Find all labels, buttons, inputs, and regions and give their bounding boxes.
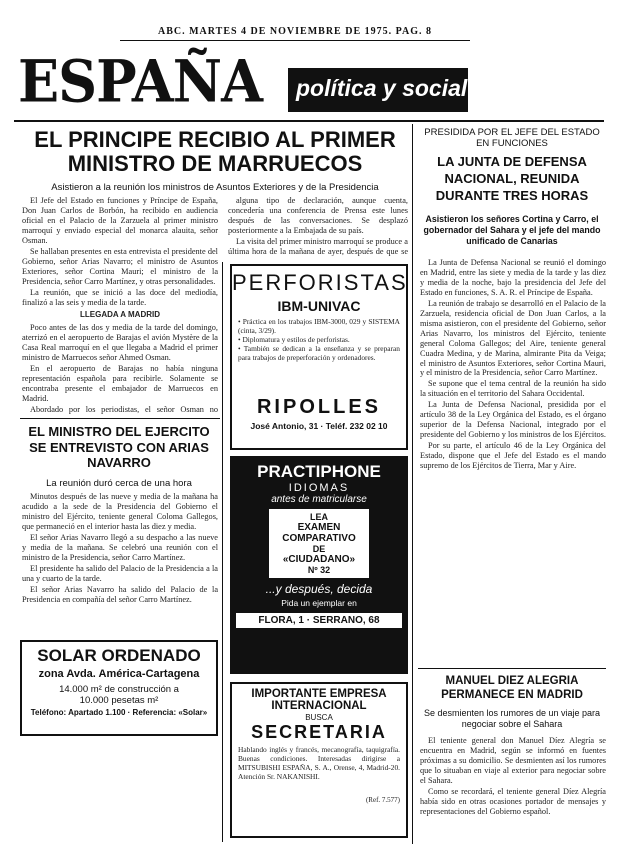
story-rule <box>418 668 606 669</box>
page-header: ABC. MARTES 4 DE NOVIEMBRE DE 1975. PAG. 8 <box>158 26 432 37</box>
ad-brand: RIPOLLES <box>256 396 381 418</box>
ad-title: INTERNACIONAL <box>271 700 367 712</box>
paragraph: La reunión de trabajo se desarrolló en el Palacio de la Zarzuela, residencia oficial de Don Juan Carlos, a la misma asistieron, con el presidente del Gobierno, señor Arias Navarro, los ministros del Ejército, teniente general Coloma Gallegos; del Aire, teniente general Cuadra Medina, y de Marina, almirante Pita da Veiga; el ministro de Asuntos Exteriores, señor Cortina Mauri, y el ministro de la Presidencia, señor Carro Martínez. <box>420 298 606 378</box>
section-rule <box>14 120 604 122</box>
bullet: • Diplomatura y estilos de perforistas. <box>238 334 350 344</box>
ad-busca: BUSCA <box>305 713 333 722</box>
diez-headline: MANUEL DIEZ ALEGRIA PERMANECE EN MADRID <box>441 675 583 702</box>
ad-subtitle: IBM-UNIVAC <box>277 298 361 314</box>
paragraph: El señor Arias Navarro llegó a su despacho a las nueve y media de la mañana. Se celebró una reunión con el ministro de la Presidencia, señor Carro Martínez. <box>22 532 218 562</box>
paragraph: La reunión, que se inició a las doce del mediodía, finalizó a las seis y media de la tarde. <box>22 287 218 307</box>
diez-deck: Se desmienten los rumores de un viaje para negociar sobre el Sahara <box>423 708 601 730</box>
ad-body: Hablando inglés y francés, mecanografía, taquigrafía. Buenas condiciones. Interesadas dirigirse a MITSUBISHI ESPAÑA, S. A., Orense, 4, Madrid-20. Atención Sr. NAKANISHI. <box>238 746 400 781</box>
paragraph: alguna tipo de declaración, aunque cuenta, concedería una conferencia de Prensa este lunes después de las conversaciones. Se desplazó posteriormente a la Embajada de su país. <box>228 196 408 235</box>
ad-sub: zona Avda. América-Cartagena <box>38 668 200 680</box>
ad-line: 10.000 pesetas m² <box>79 695 159 706</box>
ad-bullets <box>232 314 406 396</box>
paragraph: El Jefe del Estado en funciones y Príncipe de España, Don Juan Carlos de Borbón, ha recibido en audiencia oficial en el Palacio de la Zarzuela al primer ministro marroquí y enviado especial del monarca alauita, señor Osman. <box>22 196 218 245</box>
paragraph: Se supone que el tema central de la reunión ha sido la situación en el territorio del Sahara Occidental. <box>420 379 606 399</box>
paragraph: El teniente general don Manuel Díez Alegría se encuentra en Madrid, según se informó en fuentes próximas a su domicilio. Se desmienten así los rumores que lo situaban en viaje al exterior para negociar sobre el Sahara. <box>420 736 606 785</box>
ad-practiphone <box>230 456 408 674</box>
defensa-deck: Asistieron los señores Cortina y Carro, el gobernador del Sahara y el jefe del mando unificado de Canarias <box>423 214 601 246</box>
main-col1 <box>22 196 218 414</box>
paragraph: Minutos después de las nueve y media de la mañana ha acudido a la sede de la Presidencia del Gobierno el ministro del Ejército, teniente general Coloma Gallegos, que permaneció en el interior hasta las diez y media. <box>22 492 218 531</box>
ejercito-deck: La reunión duró cerca de una hora <box>46 478 192 489</box>
bullet: • Práctica en los trabajos IBM-3000, 029 y SISTEMA (cinta, 3/29). <box>238 317 400 335</box>
main-col2 <box>228 196 408 258</box>
diez-body <box>420 736 606 840</box>
ad-tagline: ...y después, decida <box>265 582 373 596</box>
paragraph: Por su parte, el artículo 46 de la Ley Orgánica del Estado, dispone que el Jefe del Estado es el mando supremo de los Ejércitos de Tierra, Mar y Aire. <box>420 441 606 471</box>
ad-line: Teléfono: Apartado 1.100 · Referencia: «Solar» <box>30 708 208 717</box>
ad-card: LEA EXAMEN COMPARATIVO DE «CIUDADANO» Nº 32 <box>269 509 369 578</box>
header-rule <box>120 40 470 41</box>
ad-title: PERFORISTAS <box>232 270 408 295</box>
paragraph: La Junta de Defensa Nacional, presidida por el artículo 38 de la Ley Orgánica del Estado, es el órgano superior de la Defensa Nacional, integrado por el presidente del Gobierno y los ministros de los Ejércitos. <box>420 400 606 440</box>
ad-title: PRACTIPHONE <box>257 462 381 481</box>
ad-ref: (Ref. 7.577) <box>365 796 400 804</box>
bullet: • También se dedican a la enseñanza y se preparan para trabajos de preperforación y ordenadores. <box>238 343 400 362</box>
section-title: ESPAÑA <box>18 46 262 116</box>
main-headline: EL PRINCIPE RECIBIO AL PRIMER MINISTRO DE MARRUECOS <box>34 127 396 176</box>
ad-empresa <box>230 682 408 838</box>
defensa-headline: LA JUNTA DE DEFENSA NACIONAL, REUNIDA DURANTE TRES HORAS <box>435 154 589 203</box>
paragraph: La Junta de Defensa Nacional se reunió el domingo en Madrid, entre las siete y media de la tarde y las diez y media de la noche, bajo la presidencia del Jefe del Estado en funciones, S. A. R. el Príncipe de España. <box>420 258 606 297</box>
subhead: LLEGADA A MADRID <box>80 310 160 320</box>
defensa-kicker: PRESIDIDA POR EL JEFE DEL ESTADO EN FUNCIONES <box>424 127 600 150</box>
ad-sub: IDIOMAS <box>288 482 350 494</box>
story-rule <box>20 418 220 419</box>
paragraph: La visita del primer ministro marroquí se produce a última hora de la mañana de ayer, después de que se <box>228 236 408 256</box>
column-rule <box>222 262 223 842</box>
ad-title: SOLAR ORDENADO <box>37 646 201 665</box>
ad-line: 14.000 m² de construcción a <box>59 684 179 695</box>
paragraph: El señor Arias Navarro ha salido del Palacio de la Presidencia en compañía del señor Carro Martínez. <box>22 584 218 604</box>
column-rule <box>412 124 413 844</box>
ad-footer: FLORA, 1 · SERRANO, 68 <box>236 613 402 628</box>
ejercito-headline: EL MINISTRO DEL EJERCITO SE ENTREVISTO CON ARIAS NAVARRO <box>28 424 210 471</box>
ad-cta: Pida un ejemplar en <box>281 598 357 608</box>
paragraph: Poco antes de las dos y media de la tarde del domingo, aterrizó en el aeropuerto de Barajas el avión Mystère de la Casa Real marroquí en el que llegaba a Madrid el primer ministro de Marruecos señor Ahmed Osman. <box>22 323 218 362</box>
ad-solar <box>20 640 218 736</box>
paragraph: Se hallaban presentes en esta entrevista el presidente del Gobierno, señor Arias Navarro; el ministro de Asuntos Exteriores, señor Cortina Mauri; el ministro de la Presidencia, señor Carro Martínez, y otras personalidades. <box>22 246 218 286</box>
ejercito-body <box>22 492 218 632</box>
main-deck: Asistieron a la reunión los ministros de Asuntos Exteriores y de la Presidencia <box>51 182 379 193</box>
ad-perforistas <box>230 264 408 450</box>
ad-role: SECRETARIA <box>251 722 387 742</box>
defensa-body <box>420 258 606 664</box>
section-band: política y social <box>288 68 468 112</box>
ad-title: IMPORTANTE EMPRESA <box>251 688 387 700</box>
paragraph: El presidente ha salido del Palacio de la Presidencia a la una y cuarto de la tarde. <box>22 563 218 583</box>
ad-sub: antes de matricularse <box>271 494 367 505</box>
paragraph: Como se recordará, el teniente general Díez Alegría había sido en otras ocasiones portador de mensajes y representaciones del Gobierno español. <box>420 786 606 816</box>
ad-address: José Antonio, 31 · Teléf. 232 02 10 <box>250 421 388 431</box>
paragraph: Abordado por los periodistas, el señor Osman no <box>30 404 218 414</box>
paragraph: En el aeropuerto de Barajas no había ninguna representación española para recibirle. Solamente se encontraba presente el embajador de Marruecos en Madrid. <box>22 363 218 403</box>
